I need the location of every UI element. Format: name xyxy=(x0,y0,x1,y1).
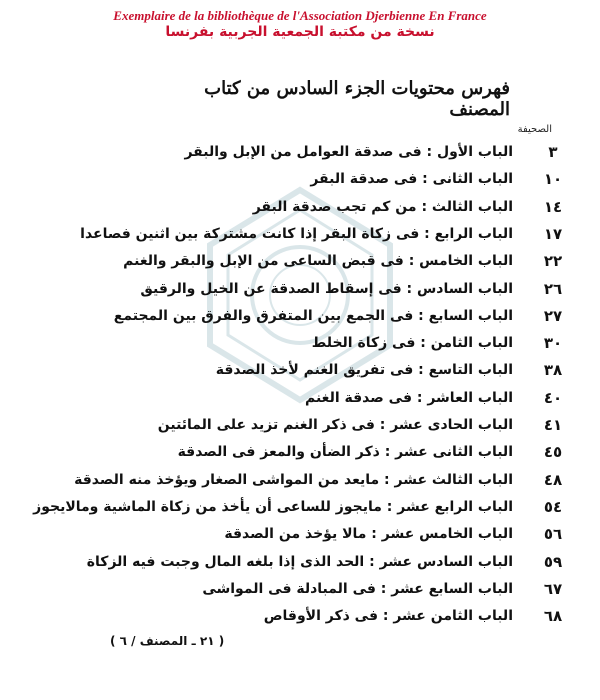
toc-entry xyxy=(60,195,575,219)
toc-entry xyxy=(60,222,575,246)
toc-page-number: ٣٠ xyxy=(543,334,563,353)
toc-entry-title: الباب الثامن عشر : فى ذكر الأوقاص xyxy=(263,608,513,625)
toc-page-number: ٢٦ xyxy=(543,279,563,298)
toc-entry-title: الباب الرابع : فى زكاة البقر إذا كانت مشتركة بين اثنين فصاعدا xyxy=(80,225,513,242)
toc-entry xyxy=(60,167,575,191)
toc-page-number: ٣ xyxy=(548,143,558,161)
toc-page-number: ٤٨ xyxy=(543,470,563,489)
toc-entry xyxy=(60,522,575,546)
toc-entry-title: الباب الخامس عشر : مالا يؤخذ من الصدقة xyxy=(224,526,513,543)
toc-entry xyxy=(60,140,575,164)
toc-entry xyxy=(60,604,575,628)
toc-page-number: ٥٤ xyxy=(543,497,563,516)
toc-page-number: ١٤ xyxy=(543,197,563,216)
toc-entry-title: الباب الثالث عشر : مايعد من المواشى الصغار ويؤخذ منه الصدقة xyxy=(74,471,513,488)
page-title: فهرس محتويات الجزء السادس من كتاب المصنف xyxy=(204,78,510,120)
toc-entry xyxy=(60,249,575,273)
toc-entry xyxy=(60,550,575,574)
toc-entry xyxy=(60,304,575,328)
toc-page-number: ٤٠ xyxy=(543,388,563,407)
toc-entry-title: الباب الثانى عشر : ذكر الضأن والمعز فى الصدقة xyxy=(177,444,513,461)
toc-entry-title: الباب الخامس : فى قبض الساعى من الإبل والبقر والغنم xyxy=(123,253,513,270)
toc-entry-title: الباب السابع عشر : فى المبادلة فى المواشى xyxy=(202,580,513,597)
toc-page-number: ١٧ xyxy=(543,224,563,243)
toc-entry-title: الباب الثامن : فى زكاة الخلط xyxy=(311,335,513,352)
toc-entry xyxy=(60,386,575,410)
toc-page-number: ٤٥ xyxy=(543,443,563,462)
toc-entry-title: الباب الثالث : من كم تجب صدقة البقر xyxy=(252,198,513,215)
toc-page-number: ٢٢ xyxy=(543,252,563,271)
toc-entry-title: الباب التاسع : فى تفريق الغنم لأخذ الصدقة xyxy=(215,362,513,379)
toc-entry-title: الباب السابع : فى الجمع بين المتفرق والفرق بين المجتمع xyxy=(113,307,513,324)
toc-entry xyxy=(60,468,575,492)
toc-entry xyxy=(60,331,575,355)
toc-entry xyxy=(60,277,575,301)
library-stamp-arabic: نسخة من مكتبة الجمعية الجربية بفرنسا xyxy=(165,24,435,40)
toc-entry-title: الباب الرابع عشر : مايجوز للساعى أن يأخذ من زكاة الماشية ومالايجوز xyxy=(33,498,513,515)
toc-page-number: ٤١ xyxy=(543,416,563,434)
toc-page-number: ٢٧ xyxy=(543,306,563,325)
library-stamp-latin: Exemplaire de la bibliothèque de l'Association Djerbienne En France xyxy=(113,8,487,23)
toc-entry-title: الباب العاشر : فى صدقة الغنم xyxy=(304,389,513,406)
signature-mark: ( ٢١ ـ المصنف / ٦ ) xyxy=(110,634,225,648)
toc-page-number: ٦٧ xyxy=(543,579,563,598)
toc-page-number: ١٠ xyxy=(543,170,563,189)
toc-entry-title: الباب السادس عشر : الحد الذى إذا بلغه المال وجبت فيه الزكاة xyxy=(86,553,513,570)
toc-page-number: ٦٨ xyxy=(543,607,563,626)
toc-entry xyxy=(60,577,575,601)
page-column-label: الصحيفة xyxy=(517,124,552,135)
toc-page-number: ٥٦ xyxy=(543,525,563,544)
toc-entry-title: الباب الحادى عشر : فى ذكر الغنم تزيد على المائتين xyxy=(157,417,513,433)
toc-page-number: ٥٩ xyxy=(543,552,563,571)
toc-entry-title: الباب الأول : فى صدقة العوامل من الإبل والبقر xyxy=(184,144,513,160)
toc-entry xyxy=(60,413,575,437)
toc-entry-title: الباب الثانى : فى صدقة البقر xyxy=(310,171,513,188)
toc-entry xyxy=(60,358,575,382)
toc-page-number: ٣٨ xyxy=(543,361,563,380)
toc-entry xyxy=(33,495,575,519)
toc-entry-title: الباب السادس : فى إسقاط الصدقة عن الخيل والرقيق xyxy=(140,280,513,297)
toc-entry xyxy=(60,440,575,464)
